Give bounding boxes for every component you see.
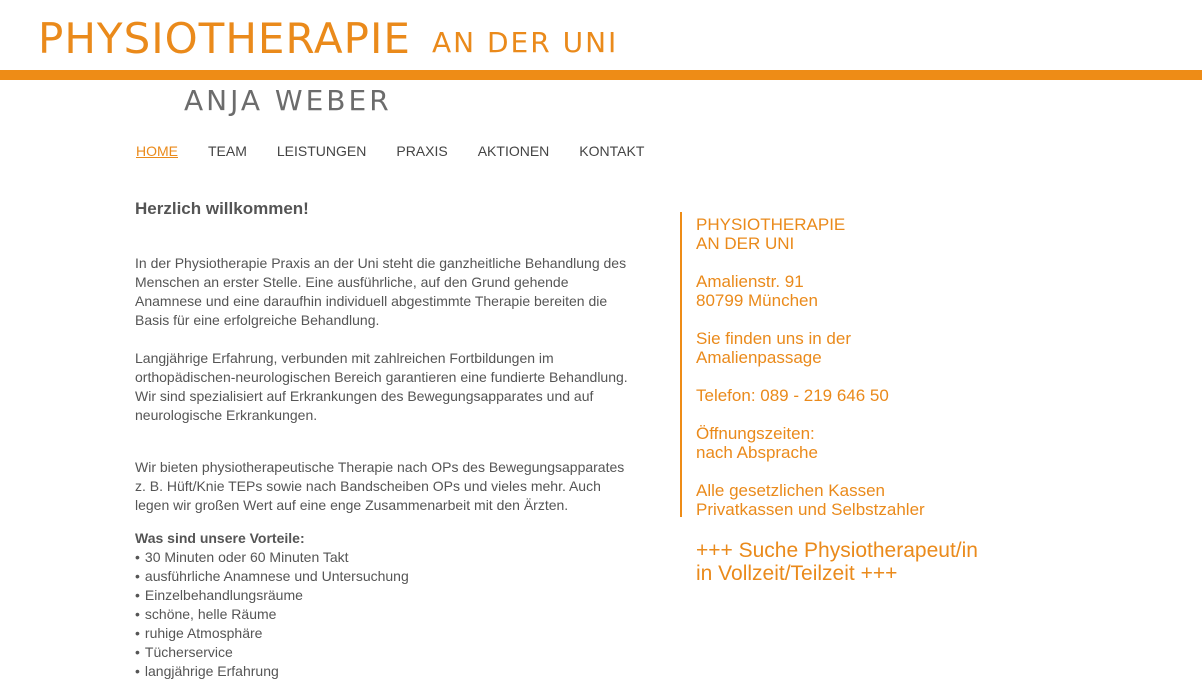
insurance-line: Privatkassen und Selbstzahler: [696, 500, 925, 519]
therapy-paragraph: Wir bieten physiotherapeutische Therapie nach OPs des Bewegungsapparates z. B. Hüft/Knie TEPs sowie nach Bandscheiben OPs und vieles mehr. Auch legen wir großen Wert auf eine enge Zusammenarbeit mit den Ärzten.: [135, 459, 625, 513]
list-item: • ruhige Atmosphäre: [135, 624, 409, 643]
job-announcement: [696, 539, 978, 585]
logo-subtitle[interactable]: AN DER UNI: [432, 26, 619, 59]
nav-item-leistungen[interactable]: LEISTUNGEN: [276, 143, 367, 159]
header-divider: [0, 70, 1202, 80]
page-title: Herzlich willkommen!: [135, 199, 309, 218]
hours-value: nach Absprache: [696, 443, 818, 462]
sidebar-address: [696, 272, 818, 310]
location-line: Sie finden uns in der: [696, 329, 851, 348]
nav-item-aktionen[interactable]: AKTIONEN: [477, 143, 550, 159]
main-navigation: [136, 142, 674, 162]
job-line: in Vollzeit/Teilzeit +++: [696, 562, 898, 585]
practice-name-line: PHYSIOTHERAPIE: [696, 215, 846, 234]
address-street: Amalienstr. 91: [696, 272, 804, 291]
advantages-title: Was sind unsere Vorteile:: [135, 530, 305, 546]
phone-number: Telefon: 089 - 219 646 50: [696, 386, 889, 405]
sidebar-phone: [696, 386, 889, 405]
nav-item-praxis[interactable]: PRAXIS: [396, 143, 448, 159]
experience-paragraph: Langjährige Erfahrung, verbunden mit zahlreichen Fortbildungen im orthopädischen-neurologischen Bereich garantieren eine fundierte Behandlung. Wir sind spezialisiert auf Erkrankungen des Bewegungsapparates und auf neurologische Erkrankungen.: [135, 350, 628, 423]
sidebar-practice-name: [696, 215, 845, 253]
job-line: +++ Suche Physiotherapeut/in: [696, 539, 978, 562]
insurance-line: Alle gesetzlichen Kassen: [696, 481, 886, 500]
list-item: • langjährige Erfahrung: [135, 662, 409, 681]
nav-item-kontakt[interactable]: KONTAKT: [579, 143, 645, 159]
list-item: • Tücherservice: [135, 643, 409, 662]
logo-title[interactable]: PHYSIOTHERAPIE: [38, 14, 411, 63]
list-item: • ausführliche Anamnese und Untersuchung: [135, 567, 409, 586]
list-item: • 30 Minuten oder 60 Minuten Takt: [135, 548, 409, 567]
nav-item-team[interactable]: TEAM: [208, 143, 247, 159]
list-item: • Einzelbehandlungsräume: [135, 586, 409, 605]
sidebar-location: [696, 329, 851, 367]
sidebar-hours: [696, 424, 818, 462]
sidebar-insurance: [696, 481, 925, 519]
hours-label: Öffnungszeiten:: [696, 424, 815, 443]
advantages-list: [135, 548, 409, 681]
sidebar-divider: [680, 212, 682, 517]
practice-name-line: AN DER UNI: [696, 234, 795, 253]
location-line: Amalienpassage: [696, 348, 822, 367]
owner-name: ANJA WEBER: [184, 84, 392, 117]
list-item: • schöne, helle Räume: [135, 605, 409, 624]
intro-paragraph: In der Physiotherapie Praxis an der Uni steht die ganzheitliche Behandlung des Menschen an erster Stelle. Eine ausführliche, auf den Grund gehende Anamnese und eine daraufhin individuell abgestimmte Therapie bereiten die Basis für eine erfolgreiche Behandlung.: [135, 255, 627, 328]
address-city: 80799 München: [696, 291, 818, 310]
nav-item-home[interactable]: HOME: [136, 143, 178, 159]
